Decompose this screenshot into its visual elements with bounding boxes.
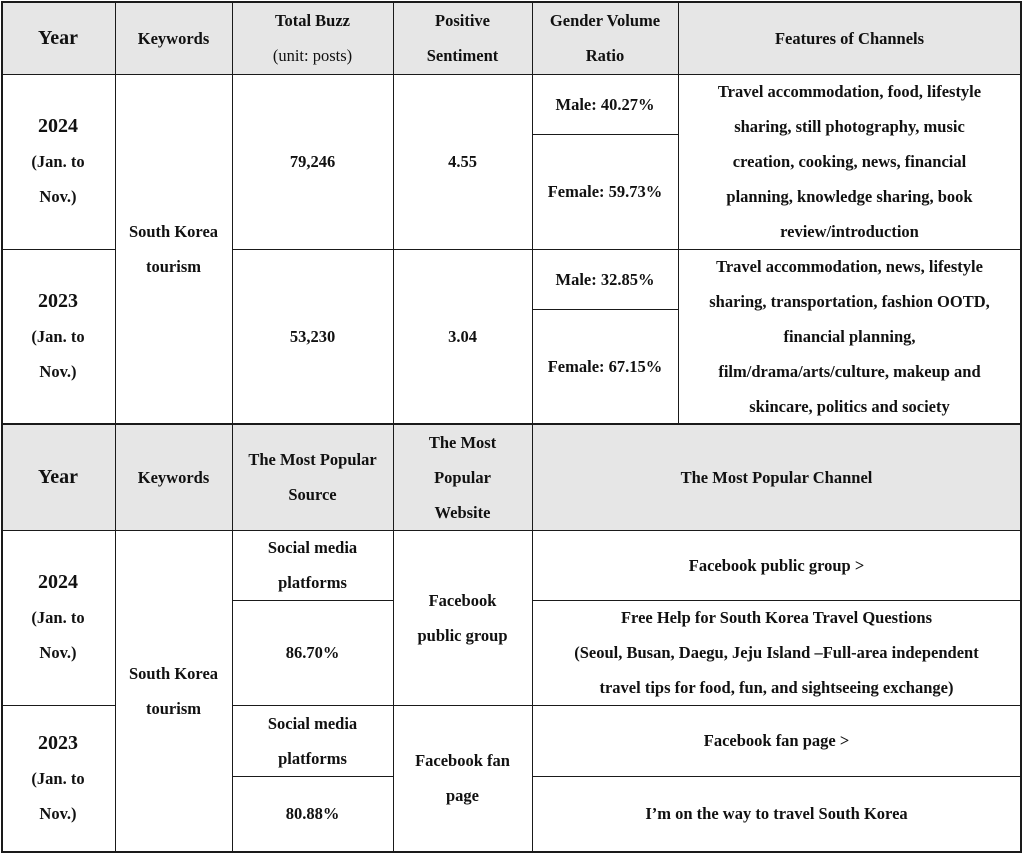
grid-line — [232, 600, 393, 601]
t1-row2023-male: Male: 32.85% — [555, 269, 655, 289]
t2-row2024-year: 2024 (Jan. to Nov.) — [31, 571, 85, 662]
t1-row2023-total-buzz: 53,230 — [289, 326, 336, 346]
t2-row2023-source: Social media platforms — [267, 713, 358, 768]
t1-row2024-total-buzz: 79,246 — [289, 152, 336, 171]
t2-row2024-source-pct: 86.70% — [285, 643, 340, 662]
grid-line — [1, 705, 115, 706]
t2-row2024-source: Social media platforms — [267, 538, 358, 592]
t1-header-total-buzz: Total Buzz (unit: posts) — [272, 11, 353, 65]
grid-line — [1, 423, 1022, 425]
t1-row2023-sentiment: 3.04 — [448, 326, 477, 346]
t2-header-keywords: Keywords — [137, 467, 210, 487]
grid-line — [393, 1, 394, 853]
t2-header-source: The Most Popular Source — [248, 450, 377, 504]
t1-header-year: Year — [38, 26, 78, 49]
grid-line — [232, 1, 233, 853]
t2-row2024-channel-name: Free Help for South Korea Travel Questions (Seoul, Busan, Daegu, Jeju Island –Full-area independent travel tips for food, fun, and sightseeing exchange) — [574, 608, 979, 697]
t1-header-features: Features of Channels — [774, 28, 925, 48]
grid-line — [1, 249, 115, 250]
t2-row2023-channel-name: I’m on the way to travel South Korea — [645, 804, 908, 823]
grid-line — [532, 600, 1022, 601]
t1-row2024-sentiment: 4.55 — [448, 152, 477, 171]
grid-line — [1, 851, 1022, 853]
t1-header-keywords: Keywords — [137, 28, 210, 48]
grid-line — [115, 1, 116, 853]
grid-line — [232, 776, 393, 777]
t2-row2023-channel-type: Facebook fan page > — [703, 731, 850, 750]
grid-line — [232, 249, 1022, 250]
t2-row2023-source-pct: 80.88% — [285, 804, 340, 823]
t2-row2024-website: Facebook public group — [417, 590, 508, 645]
t1-row2024-year: 2024 (Jan. to Nov.) — [31, 115, 85, 206]
t2-row2023-website: Facebook fan page — [415, 751, 510, 805]
grid-line — [678, 1, 679, 424]
grid-line — [1, 530, 1022, 531]
grid-line — [532, 309, 678, 310]
grid-line — [532, 776, 1022, 777]
t1-keyword: South Korea tourism — [128, 221, 219, 276]
grid-line — [1, 74, 1022, 75]
grid-line — [532, 1, 533, 853]
t1-row2023-female: Female: 67.15% — [547, 356, 663, 376]
grid-line — [1, 1, 1022, 3]
t2-row2024-channel-type: Facebook public group > — [688, 555, 865, 575]
t1-row2024-male: Male: 40.27% — [555, 94, 655, 114]
t1-row2023-year: 2023 (Jan. to Nov.) — [31, 289, 85, 381]
grid-line — [232, 705, 1022, 706]
t2-keyword: South Korea tourism — [128, 663, 219, 718]
t2-header-channel: The Most Popular Channel — [680, 467, 873, 487]
t2-row2023-year: 2023 (Jan. to Nov.) — [31, 731, 85, 823]
t1-header-positive-sentiment: Positive Sentiment — [426, 11, 499, 65]
t1-header-gender-ratio: Gender Volume Ratio — [549, 11, 661, 65]
grid-line — [532, 134, 678, 135]
t1-row2023-features: Travel accommodation, news, lifestyle sharing, transportation, fashion OOTD, financial planning, film/drama/arts/culture, makeup and skincare, politics and society — [709, 256, 990, 416]
grid-line — [1020, 1, 1022, 853]
t2-header-website: The Most Popular Website — [428, 432, 497, 522]
t1-row2024-features: Travel accommodation, food, lifestyle sharing, still photography, music creation, cooking, news, financial planning, knowledge sharing, book review/introduction — [717, 82, 982, 241]
t2-header-year: Year — [38, 465, 78, 488]
t1-row2024-female: Female: 59.73% — [547, 182, 663, 201]
grid-line — [1, 1, 3, 853]
